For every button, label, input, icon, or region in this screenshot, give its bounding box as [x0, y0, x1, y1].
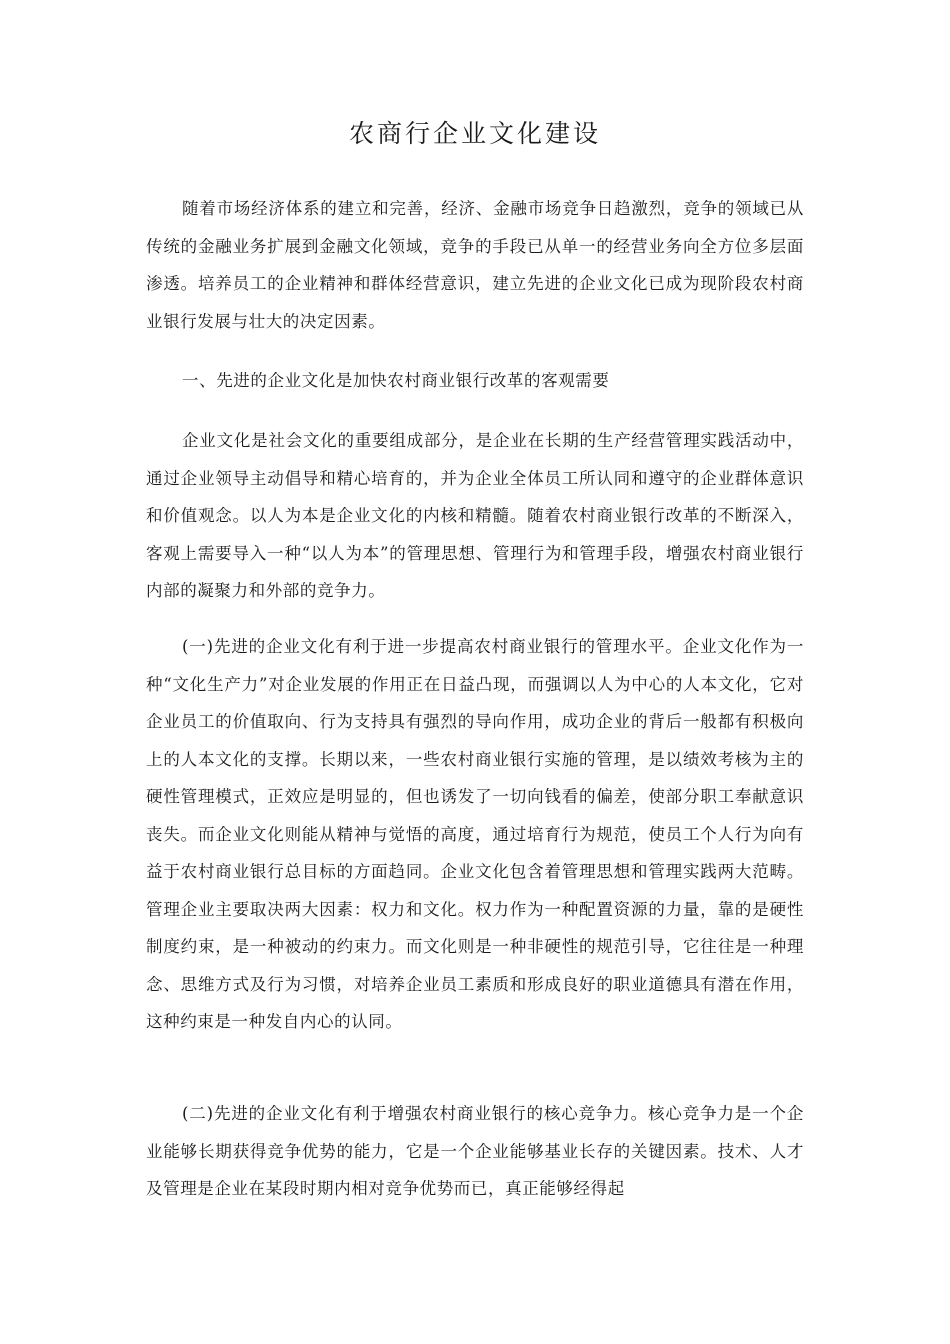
- document-title: 农商行企业文化建设: [348, 119, 601, 148]
- section-heading-1: 一、先进的企业文化是加快农村商业银行改革的客观需要: [182, 371, 610, 390]
- paragraph-subsection-1: (一)先进的企业文化有利于进一步提高农村商业银行的管理水平。企业文化作为一种“文化生产力”对企业发展的作用正在日益凸现，而强调以人为中心的人本文化，它对企业员工的价值取向、行为支持具有强烈的导向作用，成功企业的背后一般都有积极向上的人本文化的支撑。长期以来，一些农村商业银行实施的管理，是以绩效考核为主的硬性管理模式，正效应是明显的，但也诱发了一切向钱看的偏差，使部分职工奉献意识丧失。而企业文化则能从精神与觉悟的高度，通过培育行为规范，使员工个人行为向有益于农村商业银行总目标的方面趋同。企业文化包含着管理思想和管理实践两大范畴。管理企业主要取决两大因素：权力和文化。权力作为一种配置资源的力量，靠的是硬性制度约束，是一种被动的约束力。而文化则是一种非硬性的规范引导，它往往是一种理念、思维方式及行为习惯，对培养企业员工素质和形成良好的职业道德具有潜在作用，这种约束是一种发自内心的认同。: [146, 637, 804, 1031]
- paragraph-subsection-2: (二)先进的企业文化有利于增强农村商业银行的核心竞争力。核心竞争力是一个企业能够长期获得竞争优势的能力，它是一个企业能够基业长存的关键因素。技术、人才及管理是企业在某段时期内相对竞争优势而已，真正能够经得起: [146, 1104, 804, 1198]
- paragraph-culture-definition: 企业文化是社会文化的重要组成部分，是企业在长期的生产经营管理实践活动中，通过企业领导主动倡导和精心培育的，并为企业全体员工所认同和遵守的企业群体意识和价值观念。以人为本是企业文化的内核和精髓。随着农村商业银行改革的不断深入，客观上需要导入一种“以人为本”的管理思想、管理行为和管理手段，增强农村商业银行内部的凝聚力和外部的竞争力。: [146, 431, 804, 600]
- paragraph-intro: 随着市场经济体系的建立和完善，经济、金融市场竞争日趋激烈，竞争的领域已从传统的金融业务扩展到金融文化领域，竞争的手段已从单一的经营业务向全方位多层面渗透。培养员工的企业精神和群体经营意识，建立先进的企业文化已成为现阶段农村商业银行发展与壮大的决定因素。: [146, 199, 804, 331]
